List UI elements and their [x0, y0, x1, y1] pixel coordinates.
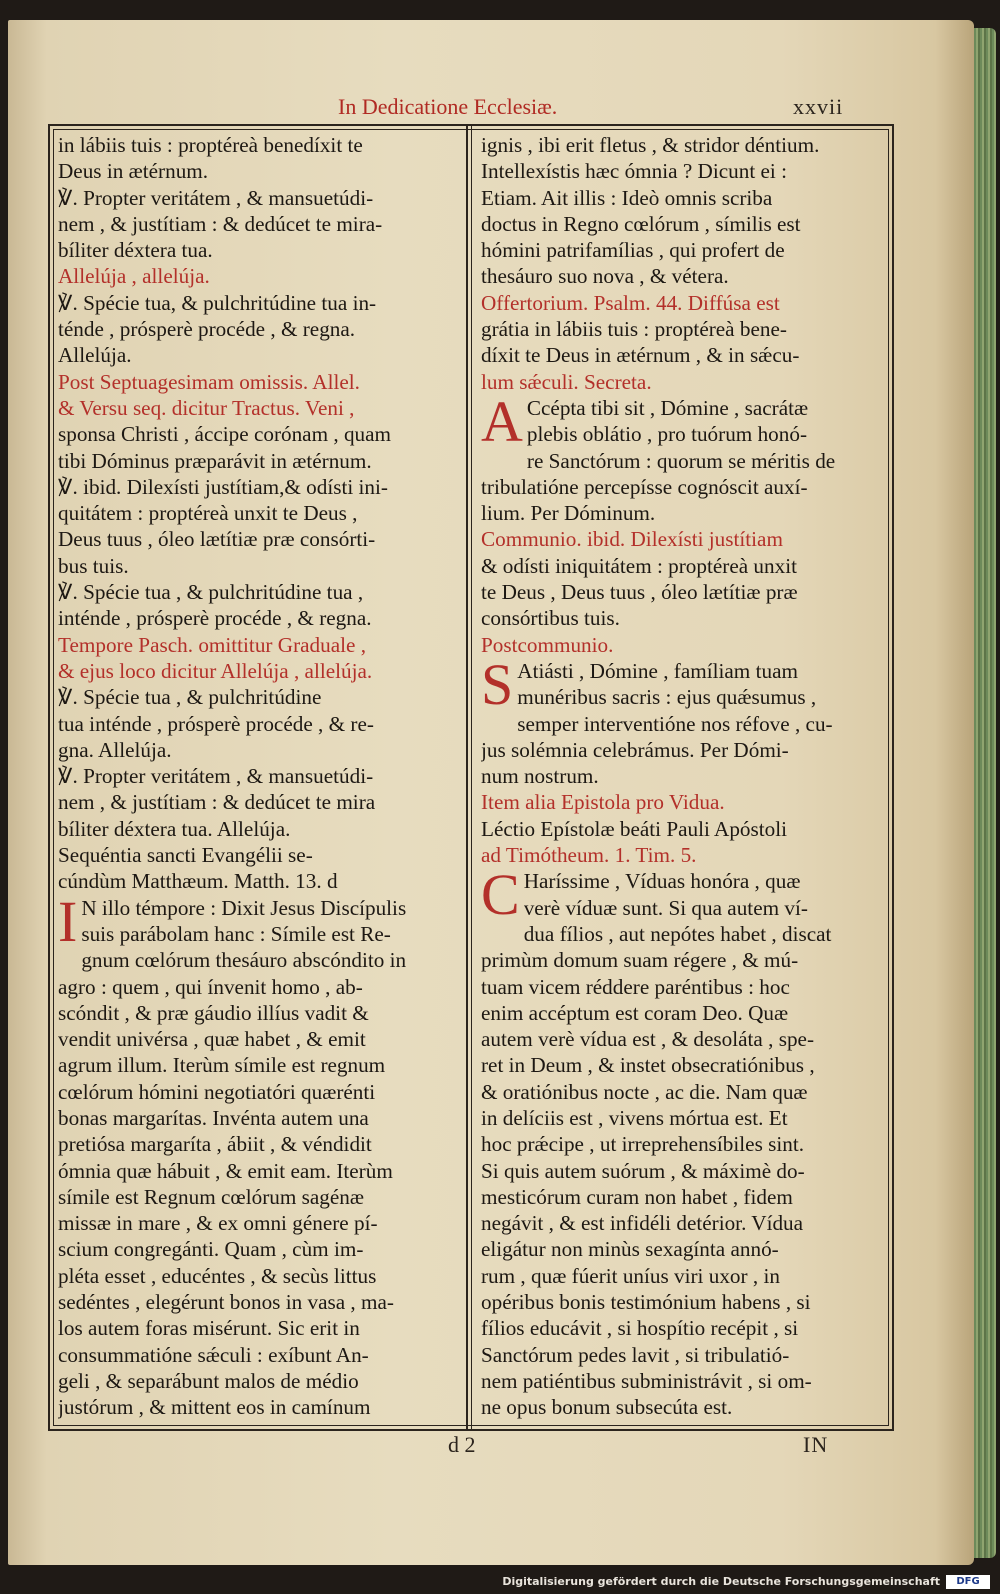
text-line: tuam vicem réddere paréntibus : hoc: [481, 974, 790, 999]
text-line: scium congregánti. Quam , cùm im-: [58, 1237, 364, 1262]
text-line: gnum cœlórum thesáuro abscóndito in: [81, 948, 407, 973]
text-line: primùm domum suam régere , & mú-: [481, 948, 799, 973]
text-line: num nostrum.: [481, 764, 599, 789]
text-line: pléta esset , educéntes , & secùs littus: [58, 1263, 377, 1288]
digitization-credit: Digitalisierung gefördert durch die Deutsche Forschungsgemeinschaft: [502, 1575, 940, 1588]
text-line: símile est Regnum cœlórum sagénæ: [58, 1184, 364, 1209]
text-line: & Versu seq. dicitur Tractus. Veni ,: [58, 395, 355, 420]
text-line: re Sanctórum : quorum se méritis de: [526, 448, 836, 473]
text-line: hómini patrifamílias , qui profert de: [481, 238, 785, 263]
text-line: tribulatióne percepísse cognóscit auxí-: [481, 474, 808, 499]
text-line: nem patiéntibus subministrávit , si om-: [481, 1368, 812, 1393]
text-line: Deus in ætérnum.: [58, 159, 209, 184]
text-line: ómnia quæ hábuit , & emit eam. Iterùm: [58, 1158, 393, 1183]
text-line: agro : quem , qui ínvenit homo , ab-: [58, 974, 363, 999]
text-line: fílios educávit , si hospítio recépit , si: [481, 1316, 799, 1341]
text-line: tibi Dóminus præparávit in ætérnum.: [58, 448, 372, 473]
text-line: verè víduæ sunt. Si qua autem ví-: [523, 895, 808, 920]
text-line: ℣. Propter veritátem , & mansuetúdi-: [58, 764, 374, 789]
text-line: bíliter déxtera tua. Allelúja.: [58, 816, 291, 841]
drop-initial: I: [58, 888, 78, 954]
text-line: consórtibus tuis.: [481, 606, 620, 631]
text-line: quitátem : proptéreà unxit te Deus ,: [58, 501, 358, 526]
text-line: Item alia Epistola pro Vidua.: [481, 790, 725, 815]
text-line: Communio. ibid. Dilexísti justítiam: [481, 527, 783, 552]
text-line: gna. Allelúja.: [58, 737, 172, 762]
text-line: geli , & separábunt malos de médio: [58, 1368, 359, 1393]
text-line: ignis , ibi erit fletus , & stridor déntium.: [481, 133, 820, 157]
text-line: nem , & justítiam : & dedúcet te mira-: [58, 211, 383, 236]
drop-initial: S: [481, 651, 514, 717]
page-footer: [8, 1432, 974, 1462]
text-line: thesáuro suo nova , & vétera.: [481, 264, 729, 289]
text-line: lum sǽculi. Secreta.: [481, 369, 652, 394]
text-line: doctus in Regno cœlórum , símilis est: [481, 211, 801, 236]
column-divider: [466, 126, 468, 1429]
text-line: jus solémnia celebrámus. Per Dómi-: [481, 737, 789, 762]
text-line: ne opus bonum subsecúta est.: [481, 1395, 733, 1420]
text-line: sedéntes , elegérunt bonos in vasa , ma-: [58, 1290, 394, 1315]
text-line: pretiósa margaríta , ábiit , & véndidit: [58, 1132, 372, 1157]
text-line: Léctio Epístolæ beáti Pauli Apóstoli: [481, 816, 788, 841]
text-line: vendit univérsa , quæ habet , & emit: [58, 1027, 366, 1052]
text-line: Sanctórum pedes lavit , si tribulatió-: [481, 1342, 790, 1367]
running-head-title: In Dedicatione Ecclesiæ.: [338, 94, 558, 119]
text-line: & ejus loco dicitur Allelúja , allelúja.: [58, 658, 373, 683]
text-line: ℣. Spécie tua, & pulchritúdine tua in-: [58, 290, 377, 315]
text-line: enim accéptum est coram Deo. Quæ: [481, 1000, 789, 1025]
text-line: Si quis autem suórum , & máximè do-: [481, 1158, 805, 1183]
page-number: xxvii: [793, 94, 844, 119]
text-line: bus tuis.: [58, 553, 129, 578]
drop-initial: C: [481, 862, 520, 928]
text-line: bíliter déxtera tua.: [58, 238, 213, 263]
text-line: ret in Deum , & instet obsecratiónibus ,: [481, 1053, 815, 1078]
text-line: hoc prǽcipe , ut irreprehensíbiles sint.: [481, 1132, 805, 1157]
text-line: ad Timótheum. 1. Tim. 5.: [481, 843, 697, 868]
text-line: in delíciis est , vivens mórtua est. Et: [481, 1105, 788, 1130]
text-line: dua fílios , aut nepótes habet , discat: [523, 921, 832, 946]
text-line: Allelúja , allelúja.: [58, 264, 210, 289]
text-line: grátia in lábiis tuis : proptéreà bene-: [481, 317, 787, 342]
right-column: [481, 132, 881, 1421]
text-line: Ccépta tibi sit , Dómine , sacrátæ: [526, 395, 809, 420]
text-line: ℣. Propter veritátem , & mansuetúdi-: [58, 185, 374, 210]
text-line: consummatióne sǽculi : exíbunt An-: [58, 1342, 369, 1367]
catchword: IN: [803, 1432, 829, 1457]
text-line: Offertorium. Psalm. 44. Diffúsa est: [481, 290, 780, 315]
text-line: los autem foras misérunt. Sic erit in: [58, 1316, 360, 1341]
text-line: missæ in mare , & ex omni génere pí-: [58, 1211, 378, 1236]
text-line: autem verè vídua est , & desoláta , spe-: [481, 1027, 814, 1052]
text-line: in lábiis tuis : proptéreà benedíxit te: [58, 133, 363, 157]
text-line: Haríssime , Víduas honóra , quæ: [523, 869, 801, 894]
text-line: munéribus sacris : ejus quǽsumus ,: [517, 685, 817, 710]
text-line: cœlórum hómini negotiatóri quærénti: [58, 1079, 376, 1104]
text-line: mesticórum curam non habet , fidem: [481, 1184, 793, 1209]
text-line: N illo témpore : Dixit Jesus Discípulis: [81, 895, 407, 920]
left-column: [58, 132, 460, 1421]
text-line: ténde , prósperè procéde , & regna.: [58, 317, 356, 342]
text-line: semper interventióne nos réfove , cu-: [517, 711, 833, 736]
text-line: te Deus , Deus tuus , óleo lætítiæ præ: [481, 580, 798, 605]
column-divider-inner: [471, 126, 472, 1429]
text-line: opéribus bonis testimónium habens , si: [481, 1290, 811, 1315]
book-page: [8, 20, 974, 1565]
text-line: agrum illum. Iterùm símile est regnum: [58, 1053, 386, 1078]
text-line: rum , quæ fúerit uníus viri uxor , in: [481, 1263, 780, 1288]
running-head: [8, 94, 974, 124]
text-line: bonas margarítas. Invénta autem una: [58, 1105, 369, 1130]
text-line: Deus tuus , óleo lætítiæ præ consórti-: [58, 527, 376, 552]
text-line: ℣. Spécie tua , & pulchritúdine: [58, 685, 322, 710]
text-line: díxit te Deus in ætérnum , & in sǽcu-: [481, 343, 800, 368]
text-line: ℣. Spécie tua , & pulchritúdine tua ,: [58, 580, 364, 605]
text-line: & oratiónibus nocte , ac die. Nam quæ: [481, 1079, 808, 1104]
text-line: justórum , & mittent eos in camínum: [58, 1395, 371, 1420]
text-line: tua inténde , prósperè procéde , & re-: [58, 711, 374, 736]
text-line: ℣. ibid. Dilexísti justítiam,& odísti ini-: [58, 474, 388, 499]
page-edge: [974, 28, 996, 1558]
text-line: Post Septuagesimam omissis. Allel.: [58, 369, 360, 394]
text-line: Atiásti , Dómine , famíliam tuam: [517, 658, 798, 683]
dfg-logo: DFG: [946, 1575, 990, 1589]
text-line: Postcommunio.: [481, 632, 614, 657]
text-line: plebis oblátio , pro tuórum honó-: [526, 422, 808, 447]
text-line: Sequéntia sancti Evangélii se-: [58, 843, 313, 868]
text-line: lium. Per Dóminum.: [481, 501, 656, 526]
text-line: Etiam. Ait illis : Ideò omnis scriba: [481, 185, 773, 210]
text-line: cúndùm Matthæum. Matth. 13. d: [58, 869, 338, 894]
text-line: Tempore Pasch. omittitur Graduale ,: [58, 632, 367, 657]
text-frame: [48, 124, 894, 1431]
text-line: scóndit , & præ gáudio illíus vadit &: [58, 1000, 369, 1025]
text-line: eligátur non minùs sexagínta annó-: [481, 1237, 779, 1262]
text-line: Intellexístis hæc ómnia ? Dicunt ei :: [481, 159, 787, 184]
drop-initial: A: [481, 388, 523, 454]
signature-mark: d 2: [448, 1432, 476, 1457]
text-line: & odísti iniquitátem : proptéreà unxit: [481, 553, 797, 578]
text-line: negávit , & est infidéli detérior. Vídua: [481, 1211, 804, 1236]
text-line: inténde , prósperè procéde , & regna.: [58, 606, 372, 631]
text-line: suis parábolam hanc : Símile est Re-: [81, 921, 391, 946]
text-line: sponsa Christi , áccipe corónam , quam: [58, 422, 392, 447]
text-line: nem , & justítiam : & dedúcet te mira: [58, 790, 376, 815]
text-line: Allelúja.: [58, 343, 132, 368]
